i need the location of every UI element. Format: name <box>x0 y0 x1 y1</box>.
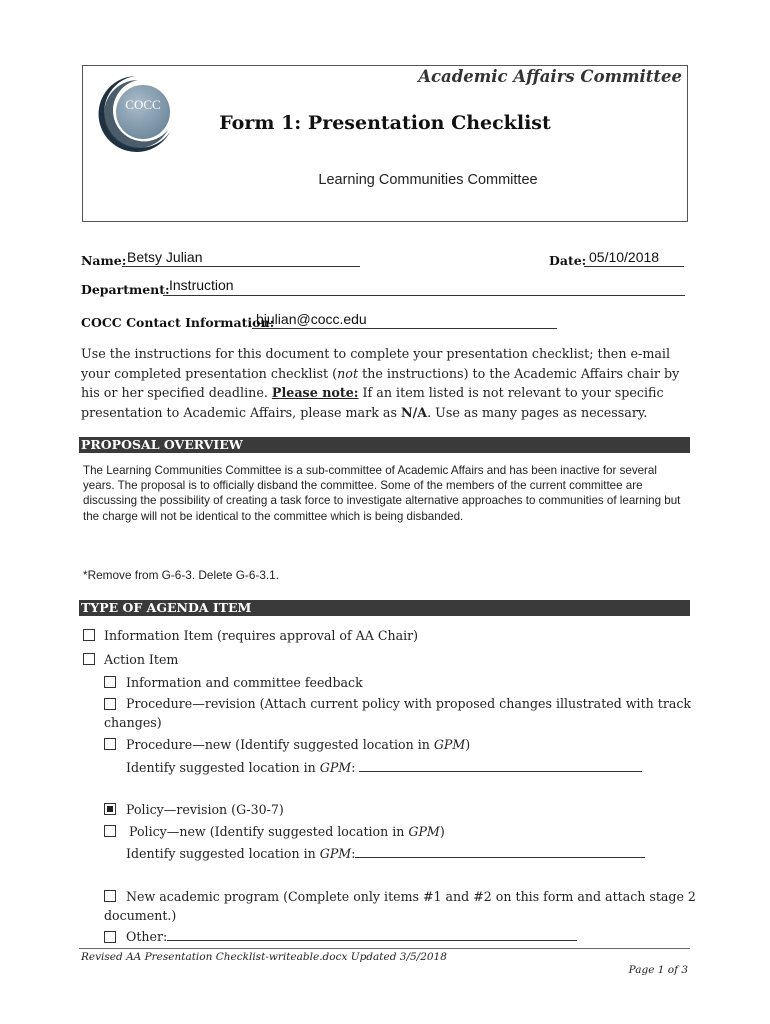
instructions-text-4: . Use as many pages as necessary. <box>427 404 648 420</box>
remove-note: *Remove from G-6-3. Delete G-6-3.1. <box>83 568 280 582</box>
name-line <box>122 266 360 267</box>
policy-revision-checkbox[interactable] <box>104 803 116 815</box>
instructions-text-2: the instructions) to the Academic Affairs chair by his or her specified deadline. <box>81 365 680 400</box>
please-note: Please note: <box>271 385 359 400</box>
instructions-text-1: Use the instructions for this document to complete your presentation checklist; then e-mail your completed presentation checklist ( <box>81 346 671 381</box>
policy-revision-label: Policy—revision (G-30-7) <box>126 802 284 817</box>
page-number: Page 1 of 3 <box>628 964 688 976</box>
department-label: Department: <box>81 282 170 297</box>
procedure-location-field[interactable]: Identify suggested location in GPM: <box>126 760 642 775</box>
procedure-revision-checkbox[interactable] <box>104 698 116 710</box>
contact-line <box>252 328 557 329</box>
info-feedback-label: Information and committee feedback <box>126 675 363 690</box>
form-title: Form 1: Presentation Checklist <box>219 112 551 134</box>
instructions-not: not <box>337 365 359 381</box>
date-line <box>584 266 684 267</box>
instructions-text-3: If an item listed is not relevant to your specific presentation to Academic Affairs, please mark as <box>81 385 664 420</box>
policy-new-label: Policy—new (Identify suggested location in GPM) <box>129 824 445 839</box>
contact-label: COCC Contact Information: <box>81 315 275 330</box>
instructions-na: N/A <box>401 404 428 420</box>
agenda-type-heading: TYPE OF AGENDA ITEM <box>79 600 690 616</box>
footer-divider <box>79 948 690 949</box>
form-subtitle: Learning Communities Committee <box>318 172 538 188</box>
procedure-revision-label-cont: changes) <box>104 715 162 730</box>
policy-location-blank[interactable] <box>355 846 645 858</box>
action-item-label: Action Item <box>104 652 179 667</box>
proposal-text[interactable]: The Learning Communities Committee is a sub-committee of Academic Affairs and has been inactive for several years. The proposal is to officially disband the committee. Some of the members of the current committee are discussing the possibility of creating a task force to investigate alternative approaches to communities of learning but the charge will not be identical to the committee which is being disbanded. <box>83 464 681 523</box>
info-item-label: Information Item (requires approval of AA Chair) <box>104 628 419 643</box>
procedure-new-checkbox[interactable] <box>104 738 116 750</box>
committee-title: Academic Affairs Committee <box>418 67 682 86</box>
footer-file-info: Revised AA Presentation Checklist-writeable.docx Updated 3/5/2018 <box>81 951 447 963</box>
logo-text: COCC <box>125 97 161 112</box>
procedure-location-blank[interactable] <box>359 760 642 772</box>
other-field[interactable]: Other: <box>126 929 577 944</box>
policy-location-field[interactable]: Identify suggested location in GPM: <box>126 846 645 861</box>
policy-new-checkbox[interactable] <box>104 825 116 837</box>
date-label: Date: <box>549 253 587 268</box>
name-label: Name: <box>81 253 127 268</box>
procedure-new-label: Procedure—new (Identify suggested location in GPM) <box>126 737 471 752</box>
procedure-revision-label: Procedure—revision (Attach current policy with proposed changes illustrated with track <box>126 696 692 711</box>
proposal-overview-heading: PROPOSAL OVERVIEW <box>79 437 690 453</box>
department-field[interactable]: Instruction <box>169 277 234 293</box>
info-item-checkbox[interactable] <box>83 629 95 641</box>
department-line <box>163 295 685 296</box>
new-program-label-cont: document.) <box>104 908 177 923</box>
action-item-checkbox[interactable] <box>83 653 95 665</box>
contact-field[interactable]: bjulian@cocc.edu <box>256 311 367 327</box>
date-field[interactable]: 05/10/2018 <box>589 249 660 265</box>
other-blank[interactable] <box>167 929 577 941</box>
new-program-label: New academic program (Complete only items #1 and #2 on this form and attach stage 2 <box>126 889 696 904</box>
info-feedback-checkbox[interactable] <box>104 676 116 688</box>
instructions-paragraph <box>81 344 691 422</box>
other-checkbox[interactable] <box>104 931 116 943</box>
new-program-checkbox[interactable] <box>104 890 116 902</box>
name-field[interactable]: Betsy Julian <box>127 249 203 265</box>
